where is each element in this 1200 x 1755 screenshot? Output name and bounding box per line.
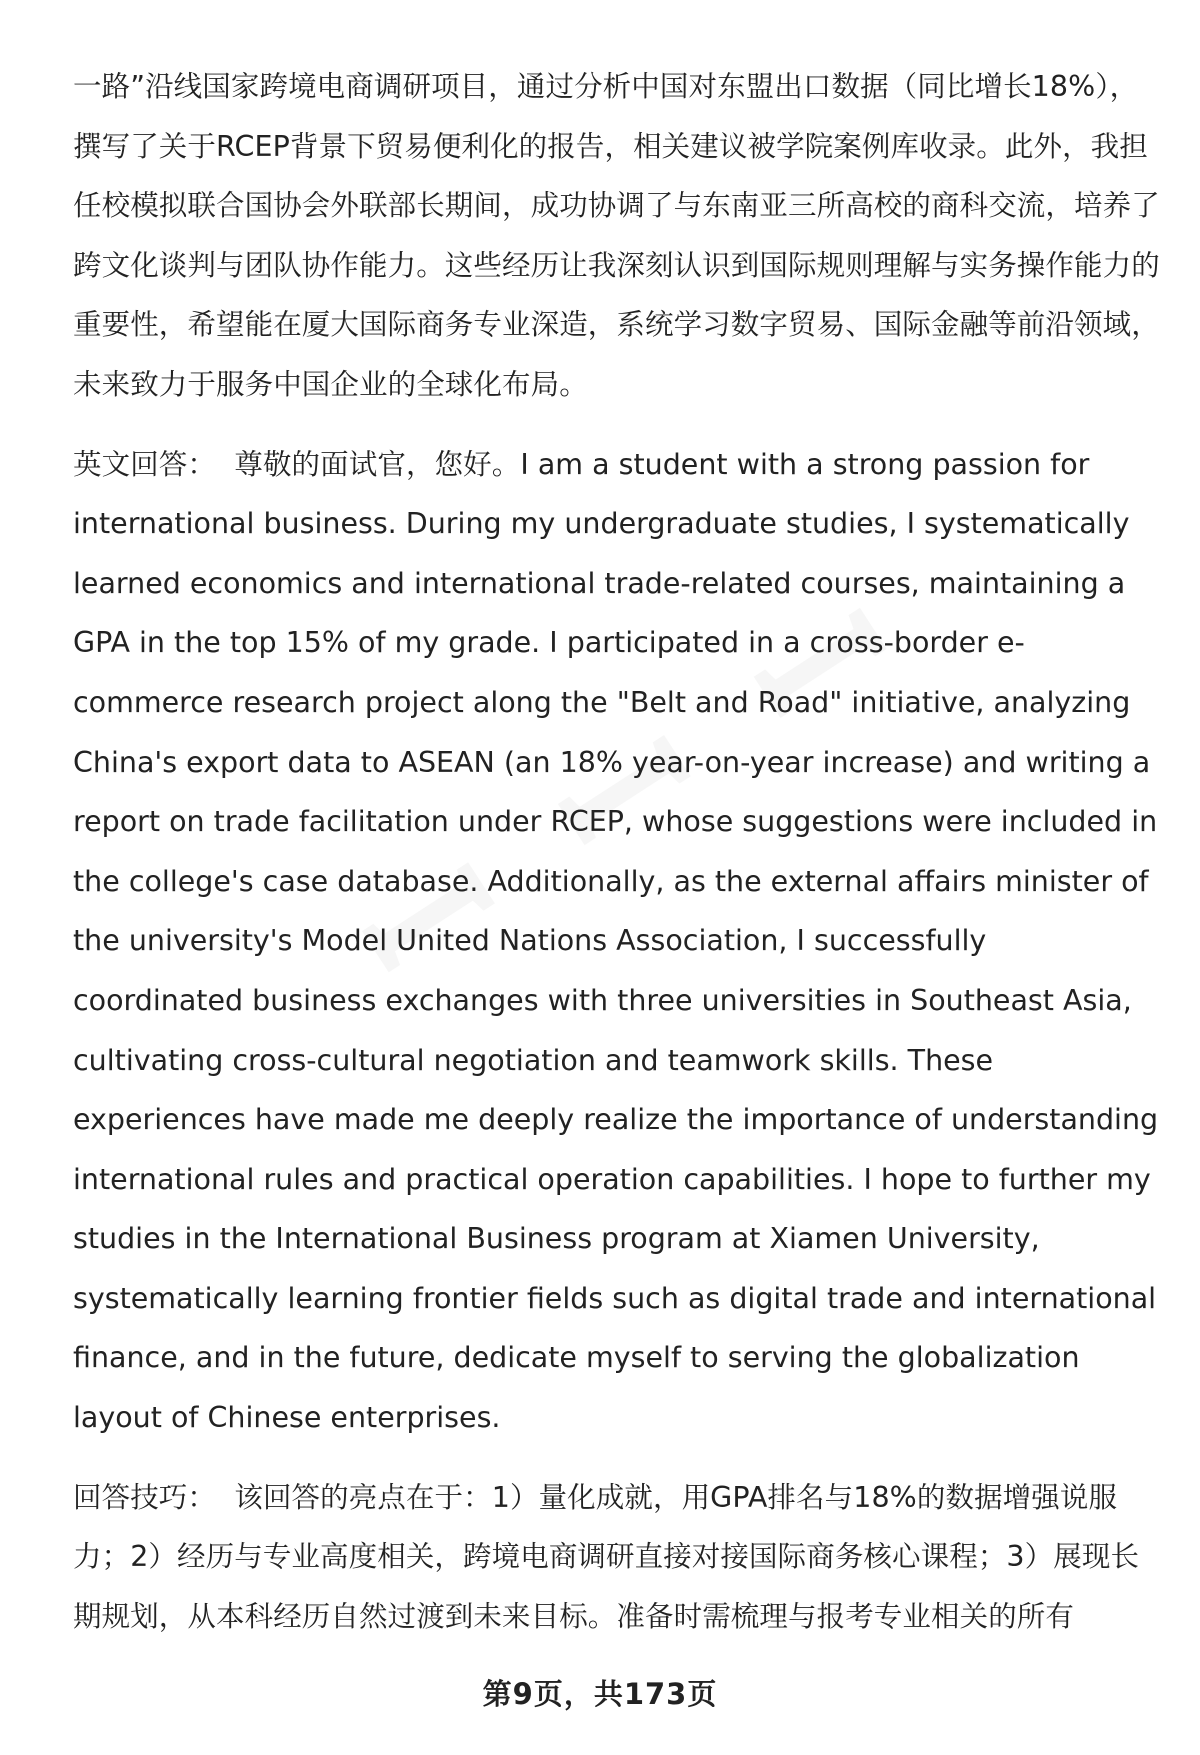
page-indicator: 第9页，共173页 — [482, 1677, 718, 1711]
answer-tips-label: 回答技巧： — [73, 1480, 217, 1514]
english-answer-label: 英文回答： — [73, 447, 217, 481]
english-answer-intro: 尊敬的面试官，您好。 — [234, 447, 521, 481]
paragraph-answer-tips — [73, 1468, 1163, 1647]
paragraph-chinese-continuation: 一路”沿线国家跨境电商调研项目，通过分析中国对东盟出口数据（同比增长18%），撰写了关于RCEP背景下贸易便利化的报告，相关建议被学院案例库收录。此外，我担任校模拟联合国协会外联部长期间，成功协调了与东南亚三所高校的商科交流，培养了跨文化谈判与团队协作能力。这些经历让我深刻认识到国际规则理解与实务操作能力的重要性，希望能在厦大国际商务专业深造，系统学习数字贸易、国际金融等前沿领域，未来致力于服务中国企业的全球化布局。 — [73, 70, 1160, 401]
paragraph-english-answer — [73, 435, 1163, 1448]
document-body — [73, 57, 1163, 1646]
answer-tips-text: 该回答的亮点在于：1）量化成就，用GPA排名与18%的数据增强说服力；2）经历与专业高度相关，跨境电商调研直接对接国际商务核心课程；3）展现长期规划，从本科经历自然过渡到未来目标。准备时需梳理与报考专业相关的所有 — [73, 1480, 1140, 1633]
english-answer-text: I am a student with a strong passion for international business. During my undergraduate studies, I systematically learned economics and international trade-related courses, maintaining a GPA in the top 15% of my grade. I participated in a cross-border e-commerce research project along the "Belt and Road" initiative, analyzing China's export data to ASEAN (an 18% year-on-year increase) and writing a report on trade facilitation under RCEP, whose suggestions were included in the college's case database. Additionally, as the external affairs minister of the university's Model United Nations Association, I successfully coordinated business exchanges with three universities in Southeast Asia, cultivating cross-cultural negotiation and teamwork skills. These experiences have made me deeply realize the importance of understanding international rules and practical operation capabilities. I hope to further my studies in the International Business program at Xiamen University, systematically learning frontier fields such as digital trade and international finance, and in the future, dedicate myself to serving the globalization layout of Chinese enterprises. — [73, 447, 1159, 1435]
